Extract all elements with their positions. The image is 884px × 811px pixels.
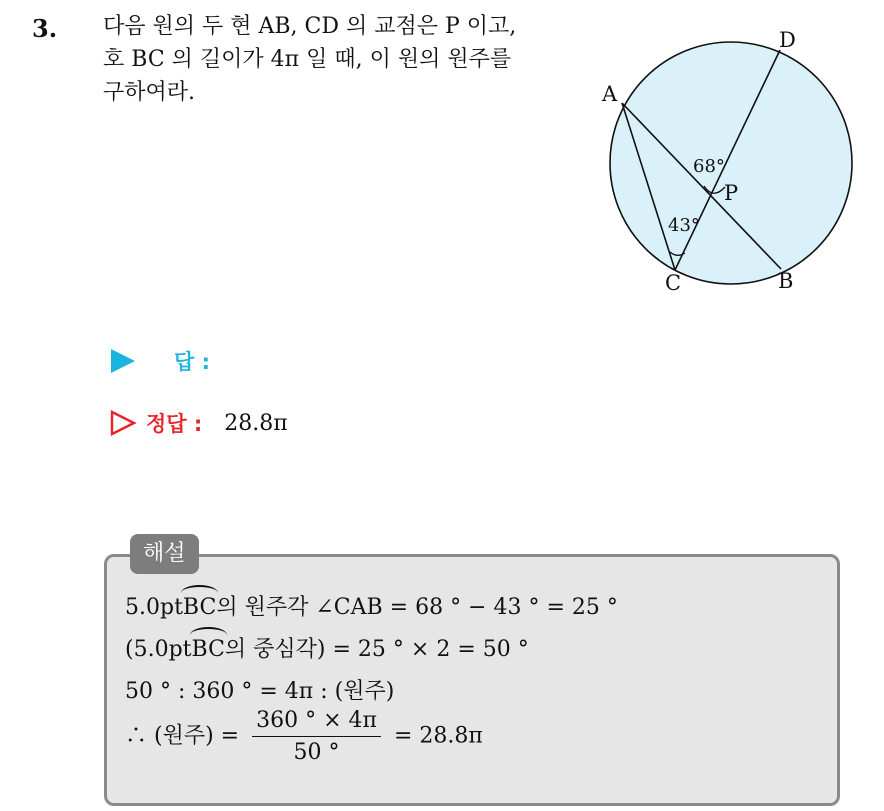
solution-line-1-rest: 의 원주각 ∠CAB = 68 ° − 43 ° = 25 ° xyxy=(216,595,618,620)
circle-figure xyxy=(596,24,866,304)
question-line-2: 호 BC 의 길이가 4π 일 때, 이 원의 원주를 xyxy=(103,47,512,72)
question-line-1: 다음 원의 두 현 AB, CD 의 교점은 P 이고, xyxy=(103,14,517,39)
point-label-B: B xyxy=(778,269,794,293)
correct-answer-value: 28.8π xyxy=(224,410,288,436)
solution-tag: 해설 xyxy=(130,534,199,574)
solution-line-4 xyxy=(125,708,483,765)
fraction-denominator: 50 ° xyxy=(293,740,340,765)
solution-line-1 xyxy=(125,590,618,621)
point-label-A: A xyxy=(602,82,618,106)
fraction xyxy=(252,708,381,765)
solution-line-3: 50 ° : 360 ° = 4π : (원주) xyxy=(125,679,395,704)
triangle-outline-icon xyxy=(110,410,136,436)
angle-label-68: 68° xyxy=(693,156,725,177)
question-number: 3. xyxy=(32,14,58,43)
question-text xyxy=(103,10,583,109)
fraction-numerator: 360 ° × 4π xyxy=(252,708,381,737)
answer-label: 답 : xyxy=(174,350,210,374)
arc-BC: BC xyxy=(191,637,225,662)
solution-line-1-prefix: 5.0pt xyxy=(125,595,183,620)
solution-line-2 xyxy=(125,632,529,663)
correct-answer-row xyxy=(110,408,288,438)
point-label-C: C xyxy=(665,271,682,295)
solution-line-4-prefix: ∴ (원주) = xyxy=(125,723,240,749)
answer-row xyxy=(110,346,210,376)
solution-line-4-result: = 28.8π xyxy=(393,723,483,749)
circle xyxy=(610,42,852,284)
point-label-P: P xyxy=(724,181,739,205)
question-line-3: 구하여라. xyxy=(103,80,196,105)
angle-label-43: 43° xyxy=(668,215,700,236)
triangle-play-icon xyxy=(110,348,136,374)
solution-line-2-open: (5.0pt xyxy=(125,637,192,662)
solution-line-2-rest: 의 중심각) = 25 ° × 2 = 50 ° xyxy=(224,637,529,662)
correct-answer-label: 정답 : xyxy=(146,412,203,436)
arc-BC: BC xyxy=(182,595,217,620)
point-label-D: D xyxy=(779,28,796,52)
